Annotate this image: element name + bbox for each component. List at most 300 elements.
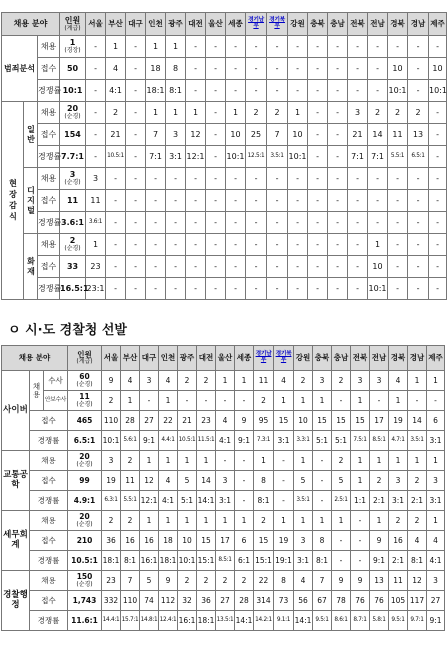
quota-rank: (순경) bbox=[76, 460, 93, 468]
quota-cell bbox=[68, 611, 102, 631]
region-cell: 6 bbox=[427, 411, 445, 431]
region-cell: 11 bbox=[121, 471, 140, 491]
region-cell: - bbox=[235, 451, 254, 471]
region-cell: 1 bbox=[332, 511, 351, 531]
region-cell: - bbox=[246, 256, 267, 278]
row-label: 채용 bbox=[38, 102, 60, 124]
region-cell: - bbox=[368, 80, 388, 102]
region-cell: - bbox=[166, 234, 186, 256]
region-cell: - bbox=[146, 234, 166, 256]
region-cell: 1 bbox=[408, 451, 427, 471]
region-cell: 15:1 bbox=[197, 551, 216, 571]
region-cell: 8 bbox=[313, 531, 332, 551]
region-cell: 21 bbox=[106, 124, 126, 146]
table-row bbox=[2, 212, 447, 234]
region-cell: - bbox=[368, 168, 388, 190]
region-cell: - bbox=[408, 212, 429, 234]
row-label: 경쟁률 bbox=[38, 80, 60, 102]
region-cell: - bbox=[288, 36, 308, 58]
region-cell: 1 bbox=[288, 102, 308, 124]
region-cell: 1 bbox=[370, 451, 389, 471]
quota-cell bbox=[60, 256, 86, 278]
region-cell: 2 bbox=[235, 571, 254, 591]
region-cell: - bbox=[308, 80, 328, 102]
region-cell: 14 bbox=[197, 471, 216, 491]
region-cell: 1 bbox=[197, 451, 216, 471]
region-cell: 6:1 bbox=[235, 551, 254, 571]
table-row bbox=[2, 190, 447, 212]
region-cell: - bbox=[348, 36, 368, 58]
region-cell: 14.2:1 bbox=[254, 611, 274, 631]
table-row bbox=[2, 278, 447, 300]
region-header: 부산 bbox=[121, 346, 140, 371]
region-cell: 11 bbox=[389, 571, 408, 591]
quota-cell bbox=[68, 471, 102, 491]
quota-cell bbox=[60, 146, 86, 168]
region-cell: - bbox=[126, 278, 146, 300]
region-cell: 1 bbox=[197, 511, 216, 531]
quota-cell bbox=[68, 391, 102, 411]
region-cell: 8.6:1 bbox=[332, 611, 351, 631]
region-cell: - bbox=[226, 36, 246, 58]
region-cell: 1 bbox=[274, 511, 294, 531]
region-header: 전남 bbox=[368, 13, 388, 36]
region-cell: - bbox=[235, 491, 254, 511]
region-cell: 112 bbox=[159, 591, 178, 611]
region-cell: 19 bbox=[389, 411, 408, 431]
region-cell: 15.7:1 bbox=[121, 611, 140, 631]
region-cell: 1 bbox=[294, 511, 313, 531]
region-cell: 3 bbox=[389, 471, 408, 491]
region-cell: - bbox=[86, 80, 106, 102]
region-cell: 14.8:1 bbox=[140, 611, 159, 631]
region-cell: 8:1 bbox=[408, 551, 427, 571]
quota-rank: (경장) bbox=[64, 47, 81, 54]
region-cell: - bbox=[288, 234, 308, 256]
region-cell: 16 bbox=[389, 531, 408, 551]
region-cell: 1 bbox=[121, 391, 140, 411]
region-cell: 4 bbox=[216, 411, 235, 431]
region-cell: - bbox=[206, 256, 226, 278]
region-cell: 3:1 bbox=[427, 431, 445, 451]
region-cell: - bbox=[126, 234, 146, 256]
region-cell: 2 bbox=[294, 371, 313, 391]
region-cell: - bbox=[332, 531, 351, 551]
region-cell: 21 bbox=[178, 411, 197, 431]
region-cell: 1 bbox=[313, 511, 332, 531]
region-cell: 1 bbox=[186, 102, 206, 124]
quota-value: 210 bbox=[76, 535, 93, 545]
region-cell: - bbox=[197, 391, 216, 411]
table-row bbox=[2, 571, 445, 591]
region-cell: - bbox=[146, 256, 166, 278]
region-cell: - bbox=[288, 168, 308, 190]
region-cell: - bbox=[186, 58, 206, 80]
row-label: 접수 bbox=[30, 411, 68, 431]
region-cell: 74 bbox=[140, 591, 159, 611]
region-cell: 2:1 bbox=[389, 551, 408, 571]
region-cell: - bbox=[408, 190, 429, 212]
region-cell: 2 bbox=[370, 471, 389, 491]
region-cell: 1 bbox=[216, 371, 235, 391]
region-cell: - bbox=[216, 451, 235, 471]
region-cell: 2 bbox=[254, 391, 274, 411]
region-cell: 5 bbox=[332, 471, 351, 491]
row-label: 접수 bbox=[30, 471, 68, 491]
region-cell: - bbox=[328, 168, 348, 190]
table-row bbox=[2, 591, 445, 611]
region-cell: 6 bbox=[235, 531, 254, 551]
region-cell: - bbox=[186, 190, 206, 212]
region-cell: - bbox=[313, 451, 332, 471]
region-cell: 10:1 bbox=[288, 146, 308, 168]
region-cell: - bbox=[206, 36, 226, 58]
region-cell: - bbox=[106, 278, 126, 300]
region-cell: 3:1 bbox=[216, 491, 235, 511]
region-cell: 13 bbox=[408, 124, 429, 146]
table-row bbox=[2, 511, 445, 531]
region-cell: 2 bbox=[332, 451, 351, 471]
region-cell: 1 bbox=[146, 36, 166, 58]
region-cell: 1 bbox=[427, 451, 445, 471]
region-cell: 2 bbox=[254, 511, 274, 531]
region-cell: 117 bbox=[408, 591, 427, 611]
region-cell: - bbox=[206, 212, 226, 234]
region-cell: - bbox=[226, 234, 246, 256]
region-cell: 67 bbox=[313, 591, 332, 611]
region-cell: 4 bbox=[427, 531, 445, 551]
row-label: 경쟁률 bbox=[30, 491, 68, 511]
region-cell: 36 bbox=[197, 591, 216, 611]
region-cell: 7 bbox=[267, 124, 288, 146]
row-label: 경쟁률 bbox=[30, 551, 68, 571]
region-cell: - bbox=[226, 256, 246, 278]
region-cell: 3 bbox=[216, 471, 235, 491]
region-cell: 4:1 bbox=[427, 551, 445, 571]
region-cell: 2 bbox=[102, 511, 121, 531]
region-cell: 4.4:1 bbox=[159, 431, 178, 451]
region-cell: 1 bbox=[140, 451, 159, 471]
region-cell: 5:1 bbox=[332, 431, 351, 451]
region-cell: 19 bbox=[274, 531, 294, 551]
region-cell: 9 bbox=[235, 411, 254, 431]
region-cell: - bbox=[313, 471, 332, 491]
region-cell: - bbox=[246, 212, 267, 234]
region-header: 경기남부 bbox=[254, 346, 274, 371]
region-cell: 1 bbox=[254, 451, 274, 471]
region-cell: 18 bbox=[146, 58, 166, 80]
region-cell: 1 bbox=[159, 511, 178, 531]
region-cell: 22 bbox=[159, 411, 178, 431]
region-cell: 11 bbox=[86, 190, 106, 212]
region-cell: 13.5:1 bbox=[216, 611, 235, 631]
region-cell: 9 bbox=[351, 571, 370, 591]
region-cell: 12:1 bbox=[186, 146, 206, 168]
region-cell: - bbox=[308, 146, 328, 168]
region-header: 인천 bbox=[159, 346, 178, 371]
region-cell: 1 bbox=[389, 391, 408, 411]
region-cell: - bbox=[328, 146, 348, 168]
group-label: 범죄분석 bbox=[2, 36, 38, 102]
region-cell: 4 bbox=[159, 471, 178, 491]
region-cell: - bbox=[86, 36, 106, 58]
region-cell: 15 bbox=[197, 531, 216, 551]
region-cell: 7.3:1 bbox=[254, 431, 274, 451]
region-cell: - bbox=[246, 58, 267, 80]
region-cell: 3 bbox=[351, 371, 370, 391]
region-header: 대전 bbox=[197, 346, 216, 371]
region-cell: 332 bbox=[102, 591, 121, 611]
region-cell: 9.7:1 bbox=[408, 611, 427, 631]
region-header: 서울 bbox=[102, 346, 121, 371]
region-cell: - bbox=[388, 212, 408, 234]
region-cell: - bbox=[126, 168, 146, 190]
region-cell: 3.5:1 bbox=[267, 146, 288, 168]
region-cell: - bbox=[370, 391, 389, 411]
region-cell: 1 bbox=[313, 391, 332, 411]
region-cell: 8 bbox=[254, 471, 274, 491]
region-cell: - bbox=[328, 256, 348, 278]
region-cell: 4 bbox=[106, 58, 126, 80]
region-cell: - bbox=[328, 102, 348, 124]
table-row bbox=[2, 411, 445, 431]
quota-cell bbox=[68, 551, 102, 571]
table-row bbox=[2, 256, 447, 278]
region-cell: 18:1 bbox=[102, 551, 121, 571]
region-cell: 9:1 bbox=[427, 611, 445, 631]
quota-rank: (순경) bbox=[76, 380, 93, 388]
region-cell: - bbox=[328, 212, 348, 234]
region-cell: 3 bbox=[140, 371, 159, 391]
region-header: 대전 bbox=[186, 13, 206, 36]
region-cell: - bbox=[186, 234, 206, 256]
table-row bbox=[2, 391, 445, 411]
region-cell: 14:1 bbox=[294, 611, 313, 631]
quota-cell bbox=[60, 168, 86, 190]
region-cell: 3 bbox=[370, 371, 389, 391]
region-cell: 4 bbox=[294, 571, 313, 591]
region-cell: 32 bbox=[178, 591, 197, 611]
table-row bbox=[2, 471, 445, 491]
region-cell: - bbox=[126, 80, 146, 102]
region-cell: 1 bbox=[408, 371, 427, 391]
region-cell: 2 bbox=[267, 102, 288, 124]
region-cell: 23:1 bbox=[86, 278, 106, 300]
region-header: 전남 bbox=[370, 346, 389, 371]
region-cell: 9:1 bbox=[140, 431, 159, 451]
row-label: 접수 bbox=[30, 531, 68, 551]
region-cell: 2 bbox=[388, 102, 408, 124]
region-cell: - bbox=[288, 80, 308, 102]
region-cell: 18:1 bbox=[159, 551, 178, 571]
region-cell: 2 bbox=[121, 451, 140, 471]
region-cell: 2 bbox=[106, 102, 126, 124]
region-cell: 3.5:1 bbox=[408, 431, 427, 451]
region-cell: 1 bbox=[146, 102, 166, 124]
region-cell: 12 bbox=[408, 571, 427, 591]
region-cell: 2 bbox=[408, 511, 427, 531]
region-cell: - bbox=[348, 80, 368, 102]
region-cell: 16 bbox=[121, 531, 140, 551]
quota-value: 11 bbox=[79, 392, 90, 402]
region-cell: - bbox=[216, 391, 235, 411]
region-cell: 1 bbox=[351, 471, 370, 491]
region-cell: 3 bbox=[313, 371, 332, 391]
region-cell: - bbox=[186, 36, 206, 58]
region-cell: - bbox=[106, 168, 126, 190]
region-cell: 14:1 bbox=[197, 491, 216, 511]
row-label: 채용 bbox=[38, 36, 60, 58]
region-cell: - bbox=[328, 190, 348, 212]
region-cell: 14 bbox=[408, 411, 427, 431]
region-cell: - bbox=[408, 278, 429, 300]
region-cell: - bbox=[146, 212, 166, 234]
region-cell: 3 bbox=[102, 451, 121, 471]
region-header: 경기북부 bbox=[267, 13, 288, 36]
region-cell: - bbox=[206, 124, 226, 146]
region-cell: 3 bbox=[86, 168, 106, 190]
region-cell: 9 bbox=[159, 571, 178, 591]
region-cell: 21 bbox=[348, 124, 368, 146]
region-cell: - bbox=[348, 190, 368, 212]
region-header: 광주 bbox=[166, 13, 186, 36]
region-header: 경북 bbox=[388, 13, 408, 36]
region-cell: - bbox=[186, 278, 206, 300]
header-row bbox=[2, 13, 447, 36]
region-cell: 5 bbox=[294, 471, 313, 491]
region-cell: - bbox=[267, 190, 288, 212]
region-cell: 16:1 bbox=[140, 551, 159, 571]
quota-cell bbox=[60, 234, 86, 256]
region-cell: - bbox=[408, 234, 429, 256]
quota-value: 1,743 bbox=[72, 595, 97, 605]
region-cell: 15 bbox=[313, 411, 332, 431]
region-cell: 4 bbox=[389, 371, 408, 391]
region-cell: 3:1 bbox=[274, 431, 294, 451]
region-cell: - bbox=[166, 190, 186, 212]
region-cell: 56 bbox=[294, 591, 313, 611]
region-cell: 12.4:1 bbox=[159, 611, 178, 631]
region-cell: - bbox=[308, 212, 328, 234]
region-cell: 2:1 bbox=[408, 491, 427, 511]
row-label: 접수 bbox=[38, 58, 60, 80]
quota-value: 60 bbox=[79, 372, 90, 382]
region-cell: - bbox=[186, 80, 206, 102]
quota-value: 99 bbox=[79, 475, 90, 485]
region-cell: - bbox=[408, 58, 429, 80]
region-cell: 10:1 bbox=[102, 431, 121, 451]
region-cell: 14:1 bbox=[235, 611, 254, 631]
quota-value: 150 bbox=[76, 572, 93, 582]
quota-value: 20 bbox=[66, 104, 79, 113]
region-cell: - bbox=[226, 80, 246, 102]
region-cell: 7:1 bbox=[146, 146, 166, 168]
region-cell: 10:1 bbox=[388, 80, 408, 102]
region-cell: - bbox=[348, 58, 368, 80]
region-cell: 12:1 bbox=[140, 491, 159, 511]
region-cell: 4.7:1 bbox=[389, 431, 408, 451]
region-header: 울산 bbox=[206, 13, 226, 36]
region-cell: 17 bbox=[370, 411, 389, 431]
region-cell: - bbox=[328, 234, 348, 256]
region-cell: - bbox=[388, 256, 408, 278]
region-cell: 3:1 bbox=[389, 491, 408, 511]
region-cell: 2 bbox=[332, 371, 351, 391]
region-cell: - bbox=[267, 58, 288, 80]
region-cell: 3:1 bbox=[294, 551, 313, 571]
region-cell: 7 bbox=[313, 571, 332, 591]
group-label: 경찰행정 bbox=[2, 571, 30, 631]
row-label: 채용 bbox=[30, 451, 68, 471]
region-cell: - bbox=[166, 278, 186, 300]
quota-value: 6.5:1 bbox=[73, 435, 96, 445]
region-cell: - bbox=[408, 168, 429, 190]
region-cell: 8:1 bbox=[166, 80, 186, 102]
section-title: ㅇ 시·도 경찰청 선발 bbox=[8, 323, 127, 338]
region-cell: - bbox=[429, 102, 447, 124]
region-cell: 8.5:1 bbox=[370, 431, 389, 451]
quota-cell bbox=[68, 531, 102, 551]
region-cell: - bbox=[267, 168, 288, 190]
region-cell: 1 bbox=[235, 371, 254, 391]
region-cell: - bbox=[388, 190, 408, 212]
region-cell: 9.5:1 bbox=[313, 611, 332, 631]
region-cell: 3.3:1 bbox=[294, 431, 313, 451]
region-cell: - bbox=[267, 234, 288, 256]
region-cell: 1:1 bbox=[351, 491, 370, 511]
region-cell: 1 bbox=[274, 391, 294, 411]
quota-rank: (순경) bbox=[76, 580, 93, 588]
region-cell: 5.6:1 bbox=[121, 431, 140, 451]
region-cell: 10 bbox=[429, 58, 447, 80]
region-cell: 4 bbox=[121, 371, 140, 391]
region-cell: 10 bbox=[226, 124, 246, 146]
region-header: 충북 bbox=[313, 346, 332, 371]
quota-cell bbox=[68, 591, 102, 611]
region-cell: 1 bbox=[370, 511, 389, 531]
region-cell: - bbox=[429, 234, 447, 256]
region-cell: 6.3:1 bbox=[102, 491, 121, 511]
header-row bbox=[2, 346, 445, 371]
region-header: 충남 bbox=[328, 13, 348, 36]
region-cell: 3:1 bbox=[427, 491, 445, 511]
region-cell: - bbox=[166, 212, 186, 234]
table-row bbox=[2, 371, 445, 391]
region-cell: - bbox=[206, 58, 226, 80]
region-cell: - bbox=[313, 491, 332, 511]
quota-cell bbox=[68, 571, 102, 591]
region-cell: 10:1 bbox=[178, 551, 197, 571]
region-cell: 13 bbox=[370, 571, 389, 591]
region-cell: - bbox=[351, 511, 370, 531]
region-cell: 2 bbox=[178, 371, 197, 391]
region-cell: 8 bbox=[166, 58, 186, 80]
region-cell: 1 bbox=[368, 234, 388, 256]
region-cell: 5:1 bbox=[178, 491, 197, 511]
region-cell: - bbox=[308, 256, 328, 278]
region-cell: 15 bbox=[274, 411, 294, 431]
quota-header-label: 인원 bbox=[77, 349, 92, 359]
quota-cell bbox=[60, 102, 86, 124]
region-cell: - bbox=[351, 551, 370, 571]
region-cell: - bbox=[408, 36, 429, 58]
quota-cell bbox=[60, 58, 86, 80]
table-row bbox=[2, 80, 447, 102]
quota-value: 4.9:1 bbox=[73, 495, 96, 505]
region-cell: 10.5:1 bbox=[178, 431, 197, 451]
region-cell: 14.4:1 bbox=[102, 611, 121, 631]
region-cell: - bbox=[246, 36, 267, 58]
